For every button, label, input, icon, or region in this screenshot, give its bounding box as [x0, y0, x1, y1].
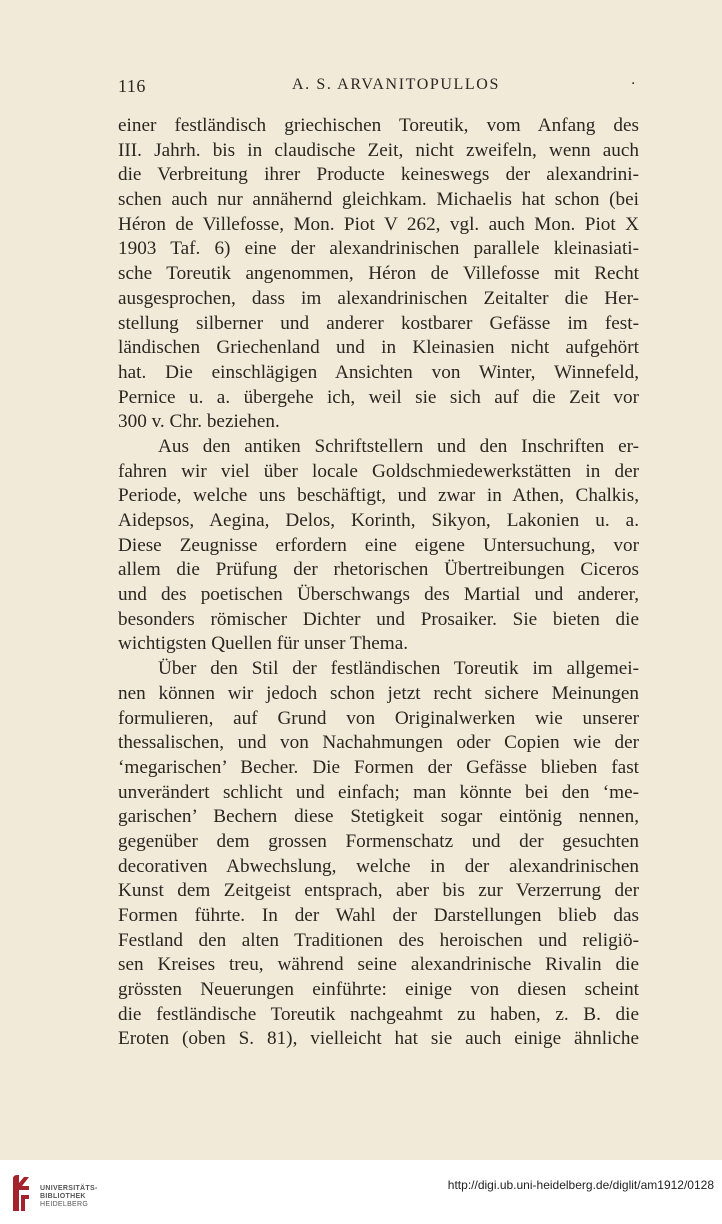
library-name: UNIVERSITÄTS- BIBLIOTHEK HEIDELBERG: [40, 1185, 98, 1208]
text-line: Pernice u. a. übergehe ich, weil sie sich auf die Zeit vor: [118, 386, 639, 408]
page-header: [118, 76, 638, 100]
text-line: thessalischen, und von Nachahmungen oder Copien wie der: [118, 732, 639, 754]
text-line: decorativen Abwechslung, welche in der alexandrinischen: [118, 855, 639, 877]
text-line: III. Jahrh. bis in claudische Zeit, nicht zweifeln, wenn auch: [118, 139, 639, 161]
text-line: Aidepsos, Aegina, Delos, Korinth, Sikyon, Lakonien u. a.: [118, 510, 639, 531]
text-line: Diese Zeugnisse erfordern eine eigene Untersuchung, vor: [118, 534, 639, 556]
text-line: wichtigsten Quellen für unser Thema.: [118, 633, 409, 655]
text-line: unverändert schlicht und einfach; man könnte bei den ‘me-: [118, 781, 639, 803]
text-line: stellung silberner und anderer kostbarer Gefässe im fest-: [118, 312, 639, 334]
text-line: hat. Die einschlägigen Ansichten von Winter, Winnefeld,: [118, 361, 639, 383]
text-line: besonders römischer Dichter und Prosaiker. Sie bieten die: [118, 608, 639, 630]
running-title: A. S. ARVANITOPULLOS: [292, 76, 500, 93]
body-text: [118, 114, 639, 1052]
text-line: die Verbreitung ihrer Producte keineswegs der alexandrini-: [118, 164, 639, 186]
library-logo-icon: [10, 1173, 32, 1213]
text-line: 1903 Taf. 6) eine der alexandrinischen parallele kleinasiati-: [118, 238, 639, 260]
text-line: ländischen Griechenland und in Kleinasien nicht aufgehört: [118, 337, 639, 359]
text-line: 300 v. Chr. beziehen.: [118, 411, 280, 433]
text-line: sen Kreises treu, während seine alexandrinische Rivalin die: [118, 954, 639, 976]
header-dot: ·: [631, 76, 636, 92]
text-line: Periode, welche uns beschäftigt, und zwar in Athen, Chalkis,: [118, 485, 639, 507]
text-line: einer festländisch griechischen Toreutik, vom Anfang des: [118, 115, 639, 136]
text-line: die festländische Toreutik nachgeahmt zu haben, z. B. die: [118, 1003, 639, 1025]
digitization-footer: [0, 1160, 722, 1224]
text-line: schen auch nur annähernd gleichkam. Michaelis hat schon (bei: [118, 189, 639, 211]
text-line: gegenüber dem grossen Formenschatz und der gesuchten: [118, 830, 639, 852]
text-line: ‘megarischen’ Becher. Die Formen der Gefässe blieben fast: [118, 756, 639, 778]
text-line: formulieren, auf Grund von Originalwerken wie unserer: [118, 707, 639, 729]
text-line: Kunst dem Zeitgeist entsprach, aber bis zur Verzerrung der: [118, 880, 639, 902]
text-line: sche Toreutik angenommen, Héron de Villefosse mit Recht: [118, 263, 639, 285]
text-line: Formen führte. In der Wahl der Darstellungen blieb das: [118, 905, 639, 926]
text-line: grössten Neuerungen einführte: einige von diesen scheint: [118, 979, 639, 1001]
text-line: ausgesprochen, dass im alexandrinischen Zeitalter die Her-: [118, 287, 639, 309]
text-line: und des poetischen Überschwangs des Martial und anderer,: [118, 584, 639, 606]
text-line: nen können wir jedoch schon jetzt recht sichere Meinungen: [118, 682, 639, 704]
text-line: allem die Prüfung der rhetorischen Übertreibungen Ciceros: [118, 559, 639, 581]
text-line: Aus den antiken Schriftstellern und den Inschriften er-: [158, 435, 639, 457]
text-line: fahren wir viel über locale Goldschmiedewerkstätten in der: [118, 460, 639, 482]
text-line: Héron de Villefosse, Mon. Piot V 262, vgl. auch Mon. Piot X: [118, 213, 639, 235]
source-url-link[interactable]: http://digi.ub.uni-heidelberg.de/diglit/am1912/0128: [447, 1178, 714, 1192]
text-line: Festland den alten Traditionen des heroischen und religiö-: [118, 929, 639, 951]
page-number: 116: [118, 76, 146, 96]
text-line: Eroten (oben S. 81), vielleicht hat sie auch einige ähnliche: [118, 1028, 639, 1050]
text-line: garischen’ Bechern diese Stetigkeit sogar eintönig nennen,: [118, 806, 639, 828]
text-line: Über den Stil der festländischen Toreutik im allgemei-: [158, 658, 639, 680]
